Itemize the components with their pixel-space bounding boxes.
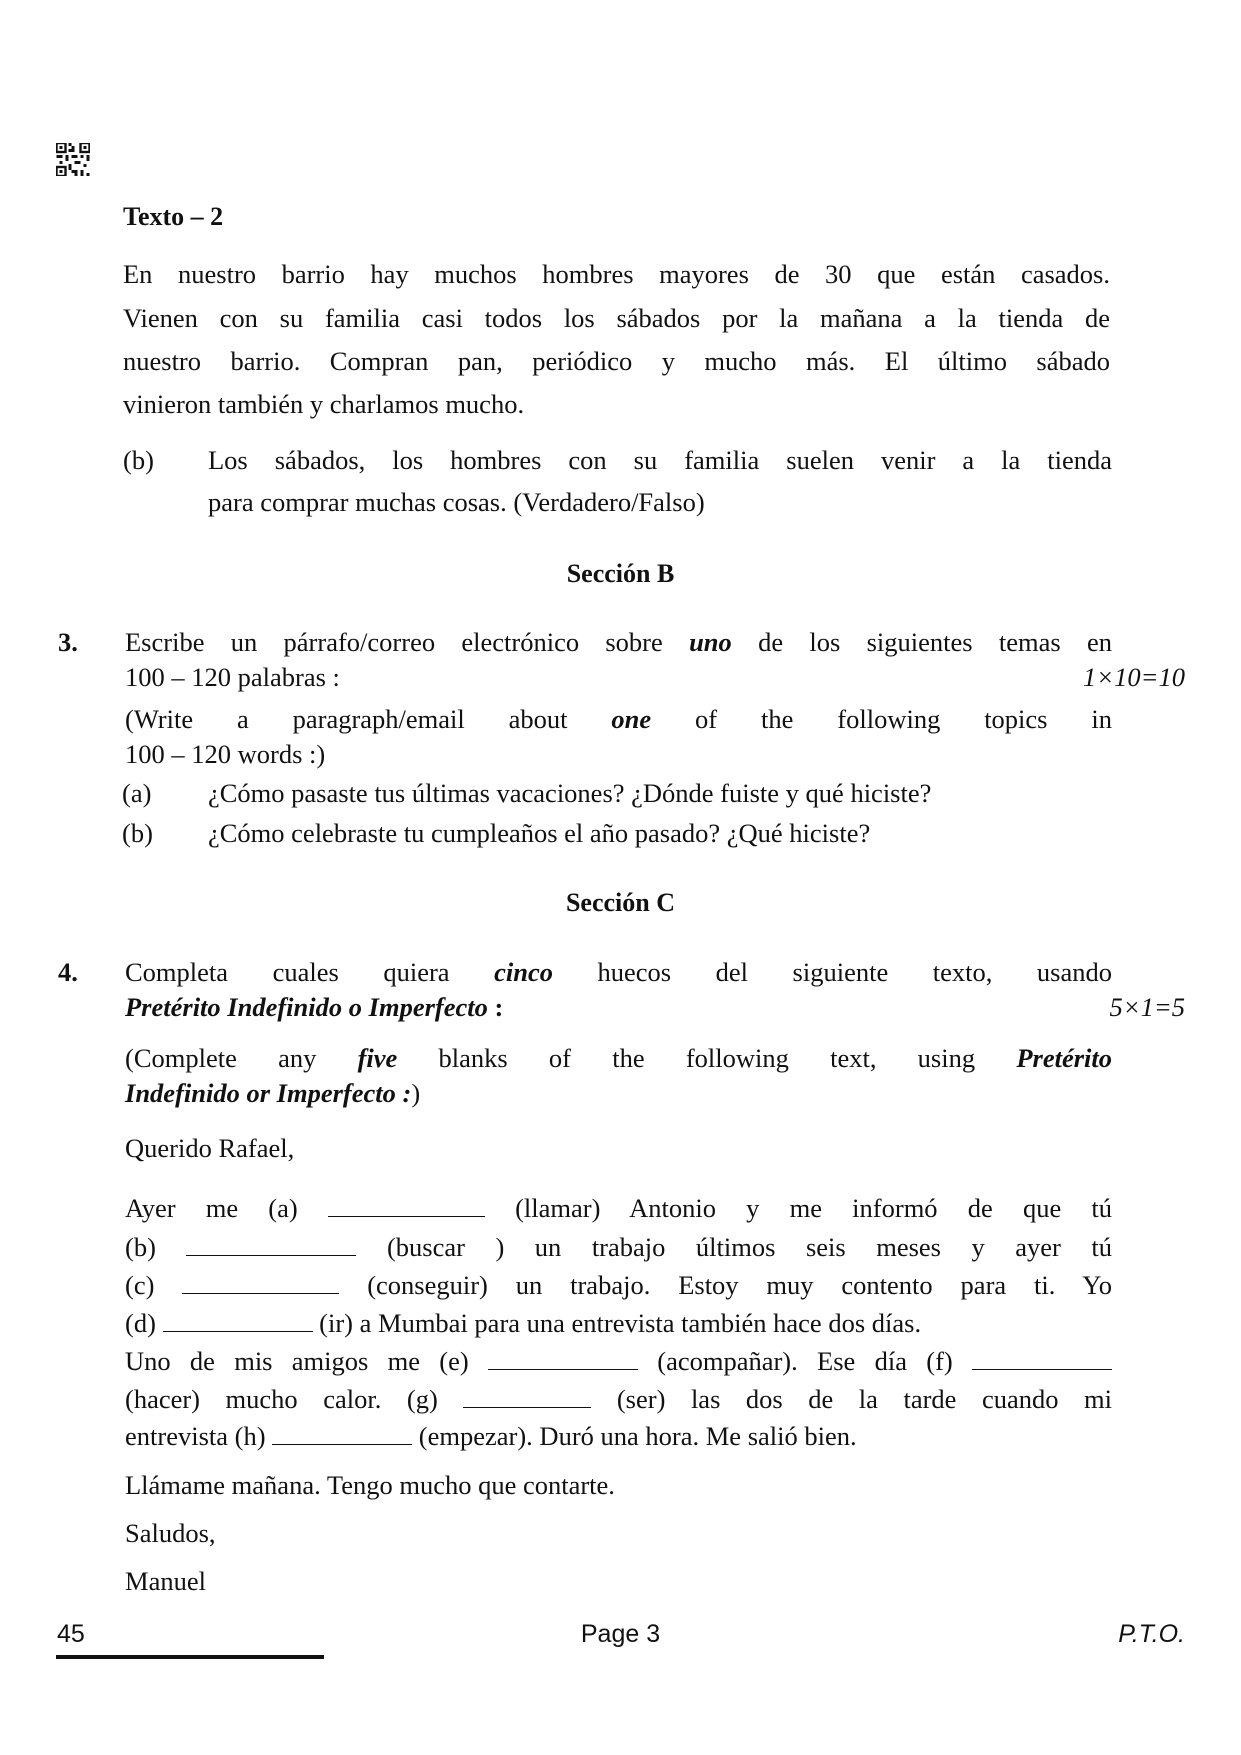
letter-line	[125, 1270, 1112, 1300]
texto-2-title: Texto – 2	[123, 202, 224, 231]
translation-text: of the following topics in	[651, 704, 1112, 734]
question-4-translation	[125, 1043, 1112, 1073]
letter-text: (ser) las dos de la tarde cuando mi	[616, 1384, 1113, 1414]
letter-text: (acompañar). Ese día (f)	[637, 1346, 972, 1376]
prompt-text: :	[487, 992, 504, 1022]
blank-c[interactable]	[182, 1271, 339, 1294]
page-number: Page 3	[580, 1620, 661, 1648]
option-label: (b)	[122, 818, 153, 848]
option-text: ¿Cómo celebraste tu cumpleaños el año pasado? ¿Qué hiciste?	[208, 818, 871, 848]
question-4-translation-line2	[125, 1078, 420, 1108]
question-number: 4.	[58, 957, 78, 987]
footer-rule	[56, 1655, 324, 1659]
letter-line	[125, 1384, 1112, 1414]
letter-text: (d)	[125, 1308, 163, 1338]
translation-text: )	[411, 1078, 421, 1108]
letter-line	[125, 1193, 1112, 1223]
question-3-translation	[125, 704, 1112, 734]
letter-line	[125, 1308, 921, 1338]
paragraph-line: nuestro barrio. Compran pan, periódico y mucho más. El último sábado	[123, 346, 1110, 376]
letter-signature: Manuel	[125, 1566, 206, 1596]
section-c-heading: Sección C	[565, 888, 676, 917]
qr-code-icon	[56, 143, 90, 176]
paragraph-line: Vienen con su familia casi todos los sábados por la mañana a la tienda de	[123, 303, 1110, 333]
pto-label: P.T.O.	[1118, 1620, 1185, 1648]
question-label: (b)	[123, 445, 154, 475]
blank-g[interactable]	[463, 1385, 591, 1408]
emphasis-cinco: cinco	[494, 957, 553, 987]
emphasis-preterito: Pretérito	[1016, 1043, 1113, 1073]
letter-line	[125, 1421, 857, 1451]
paper-code: 45	[57, 1620, 85, 1648]
letter-text: (conseguir) un trabajo. Estoy muy contento para ti. Yo	[367, 1270, 1113, 1300]
emphasis-tenses: Indefinido or Imperfecto :	[125, 1078, 412, 1108]
prompt-text: Completa cuales quiera	[125, 957, 495, 987]
letter-text: (hacer) mucho calor. (g)	[125, 1384, 464, 1414]
letter-closing-line: Llámame mañana. Tengo mucho que contarte.	[125, 1470, 615, 1500]
question-3-prompt	[125, 627, 1112, 657]
question-number: 3.	[58, 627, 78, 657]
marks: 5×1=5	[1109, 992, 1185, 1022]
blank-e[interactable]	[488, 1347, 638, 1370]
paragraph-line: vinieron también y charlamos mucho.	[123, 389, 525, 419]
letter-line	[125, 1346, 1112, 1376]
letter-text: Uno de mis amigos me (e)	[125, 1346, 488, 1376]
blank-f[interactable]	[972, 1347, 1112, 1370]
emphasis-tenses: Pretérito Indefinido o Imperfecto	[125, 992, 488, 1022]
blank-d[interactable]	[163, 1309, 313, 1332]
blank-h[interactable]	[272, 1422, 412, 1445]
blank-b[interactable]	[186, 1233, 356, 1256]
option-text: ¿Cómo pasaste tus últimas vacaciones? ¿Dónde fuiste y qué hiciste?	[208, 778, 932, 808]
translation-text: (Write a paragraph/email about	[125, 704, 612, 734]
letter-text: (buscar ) un trabajo últimos seis meses y ayer tú	[386, 1232, 1113, 1262]
section-b-heading: Sección B	[566, 559, 675, 588]
question-b-text: para comprar muchas cosas. (Verdadero/Falso)	[208, 487, 705, 517]
translation-text: (Complete any	[125, 1043, 358, 1073]
question-4-prompt-line2	[125, 992, 503, 1022]
letter-text: (c)	[125, 1270, 183, 1300]
letter-text: (llamar) Antonio y me informó de que tú	[515, 1193, 1113, 1223]
letter-text: Ayer me (a)	[125, 1193, 328, 1223]
emphasis-uno: uno	[689, 627, 732, 657]
letter-salutation: Saludos,	[125, 1518, 216, 1548]
emphasis-five: five	[357, 1043, 398, 1073]
prompt-text: huecos del siguiente texto, usando	[552, 957, 1112, 987]
question-3-translation-line2: 100 – 120 words :)	[125, 739, 326, 769]
letter-text: (ir) a Mumbai para una entrevista también hace dos días.	[312, 1308, 922, 1338]
question-3-prompt-line2: 100 – 120 palabras :	[125, 662, 340, 692]
letter-text: (b)	[125, 1232, 187, 1262]
prompt-text: Escribe un párrafo/correo electrónico sobre	[125, 627, 690, 657]
question-b-text: Los sábados, los hombres con su familia suelen venir a la tienda	[208, 445, 1112, 475]
option-label: (a)	[122, 778, 152, 808]
letter-text: (empezar). Duró una hora. Me salió bien.	[412, 1421, 857, 1451]
marks: 1×10=10	[1082, 662, 1185, 692]
translation-text: blanks of the following text, using	[397, 1043, 1017, 1073]
question-4-prompt	[125, 957, 1112, 987]
letter-line	[125, 1232, 1112, 1262]
letter-text: entrevista (h)	[125, 1421, 273, 1451]
letter-greeting: Querido Rafael,	[125, 1133, 295, 1163]
blank-a[interactable]	[328, 1194, 485, 1217]
prompt-text: de los siguientes temas en	[731, 627, 1112, 657]
paragraph-line: En nuestro barrio hay muchos hombres mayores de 30 que están casados.	[123, 259, 1110, 289]
emphasis-one: one	[611, 704, 652, 734]
